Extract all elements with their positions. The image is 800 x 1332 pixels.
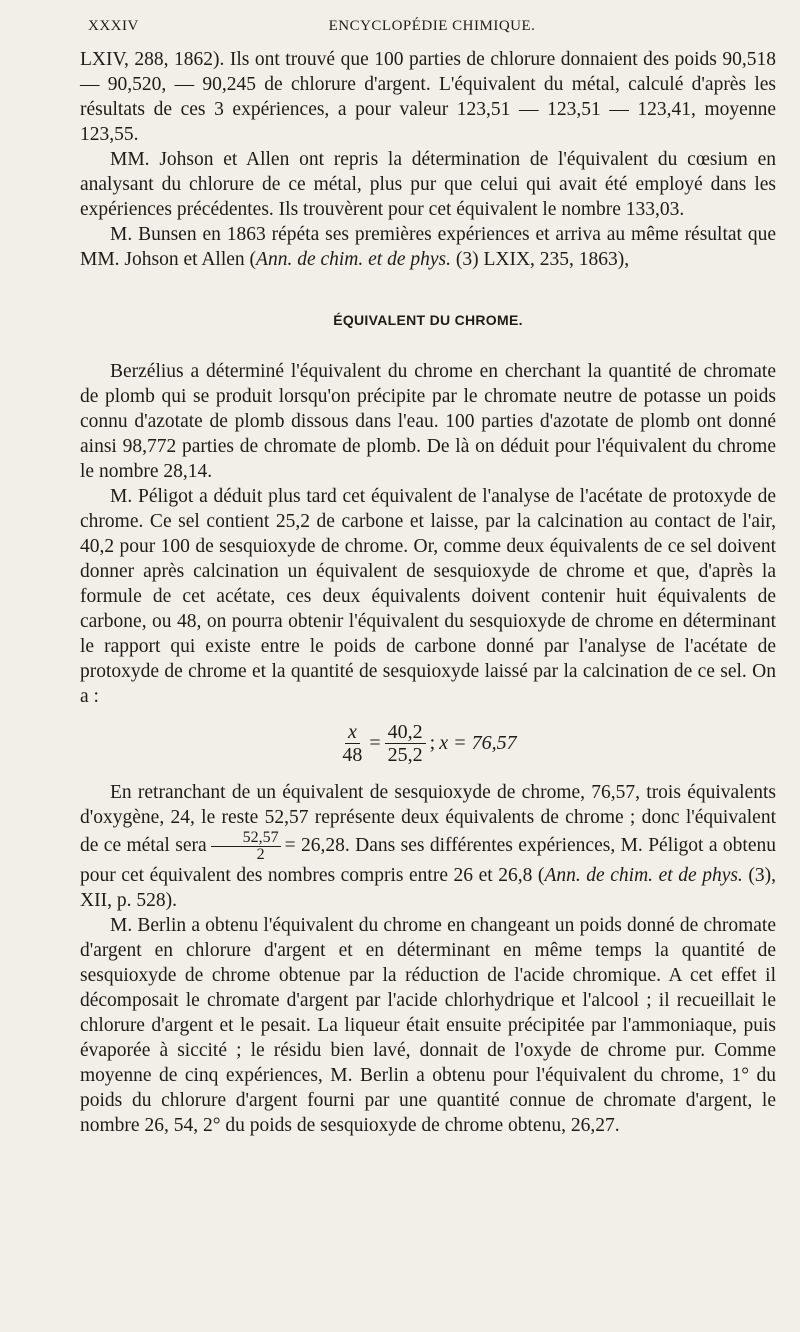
bunsen-text: M. Bunsen en 1863 répéta ses premières expériences et arriva au même résultat que MM. Johson et Allen ( (80, 224, 776, 270)
retranchant-text-a: En retranchant de un équivalent de sesquioxyde de chrome, 76,57, trois équivalents d'oxygène, 24, le reste 52,57 représente deux équivalents de chrome ; donc l'équivalent de ce métal sera (80, 782, 776, 856)
bunsen-ref-journal: Ann. de chim. et de phys. (256, 249, 451, 270)
formula-equals: = (369, 732, 381, 754)
formula-denominator-left: 48 (342, 744, 363, 766)
inline-fraction (211, 830, 281, 863)
formula-numerator-left: x (345, 721, 360, 744)
paragraph-continuation: LXIV, 288, 1862). Ils ont trouvé que 100 parties de chlorure donnaient des poids 90,518 — 90,520, — 90,245 de chlorure d'argent. L'équivalent du métal, calculé d'après les résultats de ces 3 expériences, a pour valeur 123,51 — 123,51 — 123,41, moyenne 123,55. (80, 49, 776, 145)
formula-fraction-left (339, 721, 365, 766)
paragraph-berlin: M. Berlin a obtenu l'équivalent du chrome en changeant un poids donné de chromate d'argent en chlorure d'argent et en déterminant en même temps la quantité de sesquioxyde de chrome obtenue par la réduction de l'acide chromique. A cet effet il décomposait le chromate d'argent par l'acide chlorhydrique et l'alcool ; il recueillait le chlorure d'argent et le pesait. La liqueur était ensuite précipitée par l'ammoniaque, puis évaporée à siccité ; le résidu bien lavé, donnait de l'oxyde de chrome pur. Comme moyenne de cinq expériences, M. Berlin a obtenu pour l'équivalent du chrome, 1° du poids du chlorure d'argent fourni par une quantité connue de chromate d'argent, le nombre 26, 54, 2° du poids de sesquioxyde de chrome obtenu, 26,27. (80, 915, 776, 1136)
formula-fraction-right (385, 721, 426, 766)
inline-fraction-numerator: 52,57 (211, 830, 281, 847)
paragraph-bunsen (80, 222, 776, 272)
formula-separator: ; (429, 732, 436, 754)
inline-fraction-denominator: 2 (256, 846, 265, 863)
retranchant-text-b: = 26,28. Dans ses différentes expériences, M. Péligot a obtenu pour cet équivalent des nombres compris entre 26 et 26,8 ( (80, 834, 776, 886)
paragraph-johson-allen: MM. Johson et Allen ont repris la détermination de l'équivalent du cœsium en analysant du chlorure de ce métal, plus pur que celui qui avait été employé dans les expériences précédentes. Ils trouvèrent pour cet équivalent le nombre 133,03. (80, 149, 776, 220)
bunsen-ref-detail: (3) LXIX, 235, 1863), (451, 249, 630, 270)
page-folio: XXXIV (88, 18, 139, 34)
peligot-ref-detail: (3), XII, p. 528). (80, 865, 776, 911)
body-text (80, 47, 776, 1138)
formula-denominator-right: 25,2 (387, 744, 423, 766)
paragraph-peligot: M. Péligot a déduit plus tard cet équivalent de l'analyse de l'acétate de protoxyde de chrome. Ce sel contient 25,2 de carbone et laisse, par la calcination au contact de l'air, 40,2 pour 100 de sesquioxyde de chrome. Or, comme deux équivalents de ce sel doivent donner après calcination un équivalent de sesquioxyde de chrome et que, d'après la formule de cet acétate, ces deux équivalents doivent contenir huit équivalents de carbone, ou 48, on pourra obtenir l'équivalent du sesquioxyde de chrome en déterminant le rapport qui existe entre le poids de carbone donné par l'analyse de l'acétate de protoxyde de chrome et la quantité de sesquioxyde laissé par la calcination de ce sel. On a : (80, 486, 776, 707)
formula-numerator-right: 40,2 (385, 721, 426, 744)
peligot-ref-journal: Ann. de chim. et de phys. (544, 865, 743, 886)
running-title: ENCYCLOPÉDIE CHIMIQUE. (328, 18, 536, 34)
paragraph-retranchant (80, 780, 776, 913)
running-header (88, 18, 776, 35)
formula (80, 721, 776, 766)
section-title: ÉQUIVALENT DU CHROME. (333, 312, 523, 328)
formula-result: x = 76,57 (439, 732, 517, 754)
paragraph-berzelius: Berzélius a déterminé l'équivalent du chrome en cherchant la quantité de chromate de plomb qui se produit lorsqu'on précipite par le chromate neutre de potasse un poids connu d'azotate de plomb dissous dans l'eau. 100 parties d'azotate de plomb ont donné ainsi 98,772 parties de chromate de plomb. De là on déduit pour l'équivalent du chrome le nombre 28,14. (80, 361, 776, 482)
